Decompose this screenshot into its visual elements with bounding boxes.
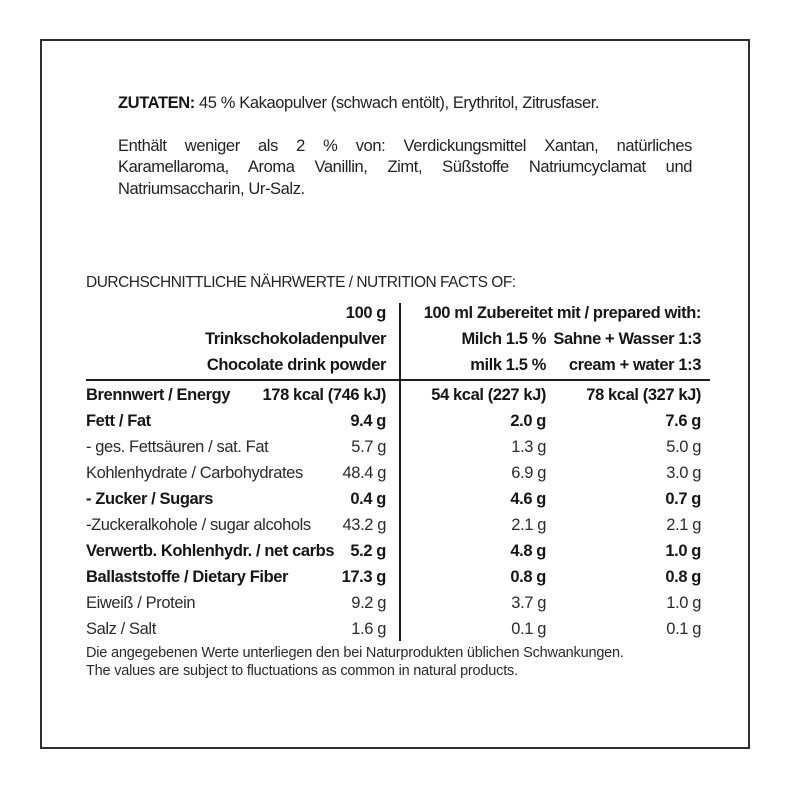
row-value-cream: 1.0 g (666, 593, 701, 612)
row-value-cream: 2.1 g (666, 515, 701, 534)
footnote-de: Die angegebenen Werte unterliegen den bei Naturprodukten üblichen Schwankungen. (86, 645, 624, 661)
row-value-cream: 0.7 g (665, 489, 701, 508)
row-value-cream: 0.8 g (665, 567, 701, 586)
row-value-cream: 78 kcal (327 kJ) (586, 385, 701, 404)
row-value-milk: 4.8 g (510, 541, 546, 560)
row-value-milk: 2.1 g (511, 515, 546, 534)
row-label: -Zuckeralkohole / sugar alcohols (86, 515, 311, 534)
row-value-cream: 1.0 g (665, 541, 701, 560)
row-value-100g: 178 kcal (746 kJ) (262, 385, 386, 404)
header-prepared-with: 100 ml Zubereitet mit / prepared with: (423, 303, 701, 322)
table-header-row-3 (86, 352, 710, 378)
row-value-milk: 0.1 g (511, 619, 546, 638)
row-value-100g: 5.2 g (350, 541, 386, 560)
nutrition-facts-section (86, 274, 710, 680)
row-value-100g: 43.2 g (342, 515, 386, 534)
nutrition-table (86, 300, 710, 642)
row-value-100g: 17.3 g (341, 567, 386, 586)
table-row-dietary-fiber (86, 564, 710, 590)
row-label: - Zucker / Sugars (86, 489, 214, 508)
row-value-milk: 0.8 g (510, 567, 546, 586)
row-value-100g: 0.4 g (350, 489, 386, 508)
table-row-protein (86, 590, 710, 616)
footnote (86, 645, 710, 680)
row-label: Verwertb. Kohlenhydr. / net carbs (86, 541, 335, 560)
row-label: Eiweiß / Protein (86, 593, 196, 612)
row-value-milk: 1.3 g (511, 437, 546, 456)
row-value-milk: 2.0 g (510, 411, 546, 430)
label-border-frame (40, 39, 750, 749)
contains-paragraph: Enthält weniger als 2 % von: Verdickungsmittel Xantan, natürliches Karamellaroma, Aroma Vanillin, Zimt, Süßstoffe Natriumcyclamat und Natriumsaccharin, Ur-Salz. (118, 136, 692, 198)
header-milk-de: Milch 1.5 % (461, 329, 546, 348)
row-value-100g: 9.2 g (351, 593, 386, 612)
table-row-carbohydrates (86, 460, 710, 486)
ingredients-text: 45 % Kakaopulver (schwach entölt), Erythritol, Zitrusfaser. (194, 94, 600, 112)
row-value-cream: 3.0 g (666, 463, 701, 482)
row-value-milk: 3.7 g (511, 593, 546, 612)
table-row-energy (86, 382, 710, 408)
ingredients-label: ZUTATEN: (118, 94, 195, 112)
row-label: Kohlenhydrate / Carbohydrates (86, 463, 303, 482)
row-value-100g: 1.6 g (351, 619, 386, 638)
table-header-row-2 (86, 326, 710, 352)
footnote-en: The values are subject to fluctuations as common in natural products. (86, 662, 518, 679)
row-value-milk: 4.6 g (510, 489, 546, 508)
header-product-en: Chocolate drink powder (206, 355, 386, 374)
row-value-100g: 5.7 g (351, 437, 386, 456)
table-row-sugar-alcohols (86, 512, 710, 538)
row-label: Fett / Fat (86, 411, 151, 430)
table-row-saturated-fat (86, 434, 710, 460)
row-value-100g: 9.4 g (350, 411, 386, 430)
table-row-sugars (86, 486, 710, 512)
nutrition-title: DURCHSCHNITTLICHE NÄHRWERTE / NUTRITION FACTS OF: (86, 274, 516, 291)
table-row-fat (86, 408, 710, 434)
row-value-100g: 48.4 g (342, 463, 386, 482)
row-value-milk: 6.9 g (511, 463, 546, 482)
header-cream-en: cream + water 1:3 (568, 355, 701, 374)
row-label: - ges. Fettsäuren / sat. Fat (86, 437, 269, 456)
ingredients-paragraph (118, 93, 692, 115)
header-milk-en: milk 1.5 % (470, 355, 546, 374)
row-value-cream: 7.6 g (665, 411, 701, 430)
table-header-row-1 (86, 300, 710, 326)
header-product-de: Trinkschokoladenpulver (204, 329, 386, 348)
column-divider (399, 303, 401, 641)
header-rule (86, 379, 710, 381)
row-label: Salz / Salt (86, 619, 156, 638)
row-label: Brennwert / Energy (86, 385, 231, 404)
row-value-cream: 0.1 g (666, 619, 701, 638)
ingredients-section (118, 93, 692, 200)
row-label: Ballaststoffe / Dietary Fiber (86, 567, 289, 586)
row-value-milk: 54 kcal (227 kJ) (431, 385, 546, 404)
header-cream-de: Sahne + Wasser 1:3 (553, 329, 701, 348)
header-per-100g: 100 g (345, 303, 386, 322)
table-row-salt (86, 616, 710, 642)
table-row-net-carbs (86, 538, 710, 564)
row-value-cream: 5.0 g (666, 437, 701, 456)
